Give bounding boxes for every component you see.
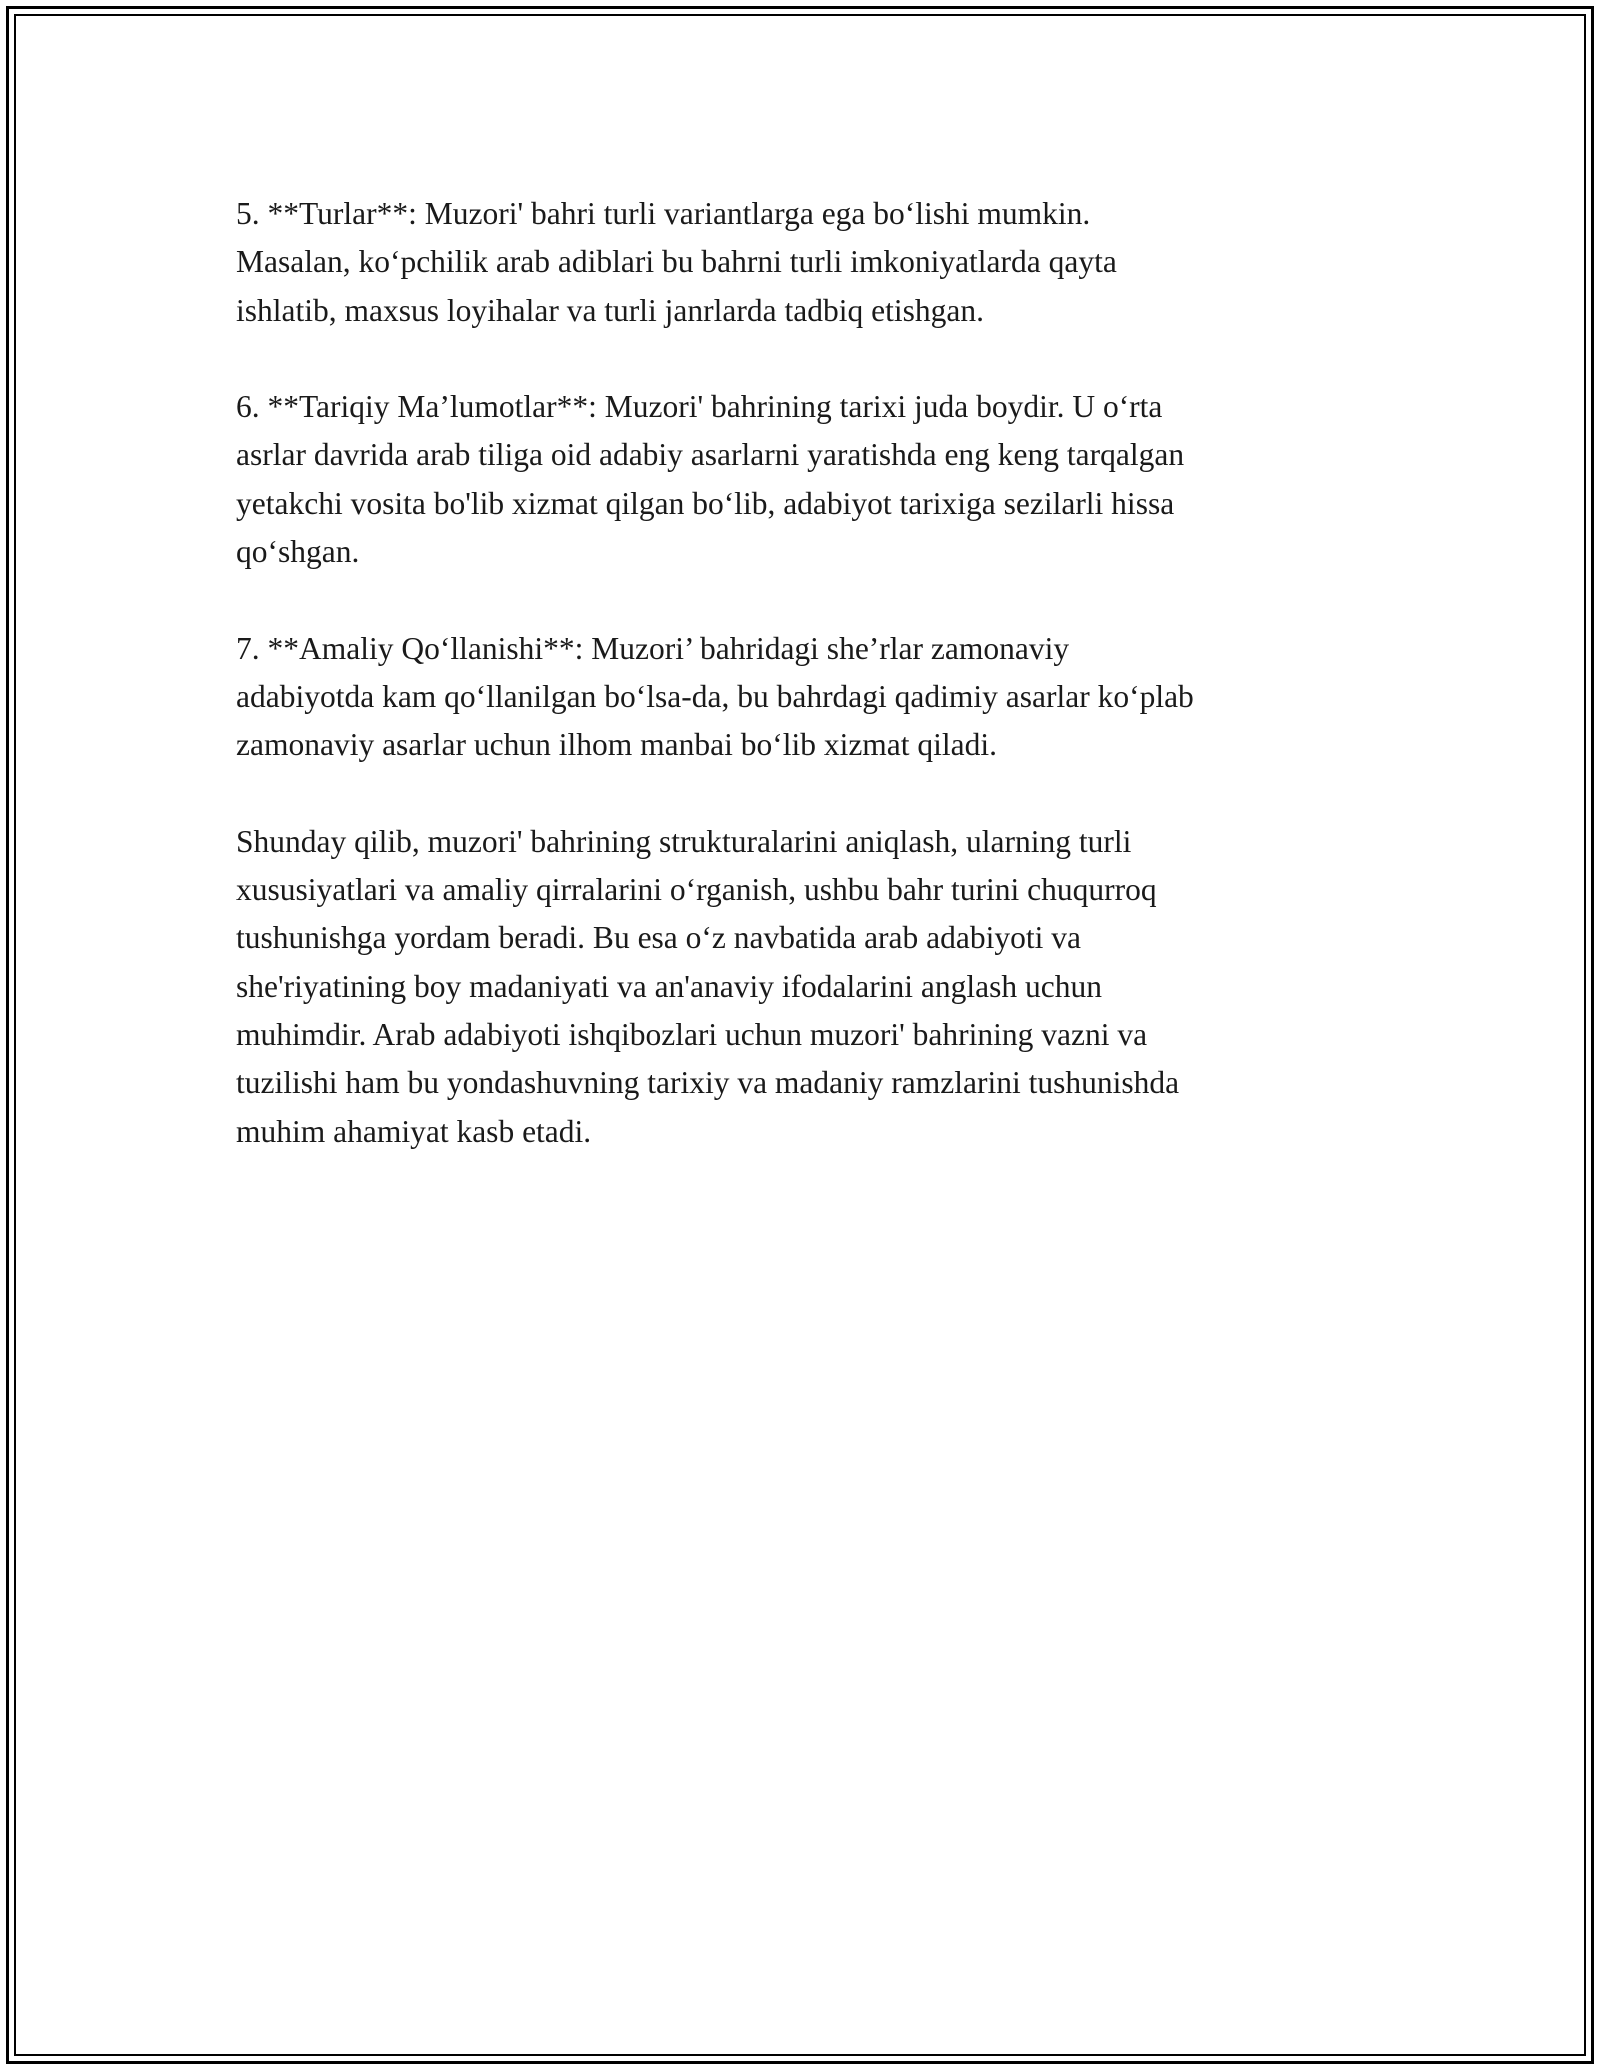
text-line: muhim ahamiyat kasb etadi. xyxy=(236,1113,592,1149)
text-line: 6. **Tariqiy Ma’lumotlar**: Muzori' bahrining tarixi juda boydir. U o‘rta xyxy=(236,389,1163,425)
text-line: yetakchi vosita bo'lib xizmat qilgan bo‘lib, adabiyot tarixiga sezilarli hissa xyxy=(236,485,1175,521)
text-line: xususiyatlari va amaliy qirralarini o‘rganish, ushbu bahr turini chuqurroq xyxy=(236,872,1157,908)
text-line: Shunday qilib, muzori' bahrining strukturalarini aniqlash, ularning turli xyxy=(236,823,1132,859)
text-line: ishlatib, maxsus loyihalar va turli janrlarda tadbiq etishgan. xyxy=(236,292,984,328)
text-line: qo‘shgan. xyxy=(236,534,360,570)
text-line: Masalan, ko‘pchilik arab adiblari bu bahrni turli imkoniyatlarda qayta xyxy=(236,244,1117,280)
text-line: 5. **Turlar**: Muzori' bahri turli variantlarga ega bo‘lishi mumkin. xyxy=(236,196,1091,231)
text-line: tuzilishi ham bu yondashuvning tarixiy va madaniy ramzlarini tushunishda xyxy=(236,1065,1180,1101)
text-line: she'riyatining boy madaniyati va an'anaviy ifodalarini anglash uchun xyxy=(236,968,1102,1004)
paragraph-conclusion xyxy=(236,818,1366,1156)
text-line: asrlar davrida arab tiliga oid adabiy asarlarni yaratishda eng keng tarqalgan xyxy=(236,437,1185,473)
text-line: zamonaviy asarlar uchun ilhom manbai bo‘lib xizmat qiladi. xyxy=(236,727,998,763)
paragraph-amaliy-qollanishi xyxy=(236,625,1366,770)
document-body xyxy=(236,190,1366,1204)
text-line: 7. **Amaliy Qo‘llanishi**: Muzori’ bahridagi she’rlar zamonaviy xyxy=(236,630,1070,666)
text-line: adabiyotda kam qo‘llanilgan bo‘lsa-da, bu bahrdagi qadimiy asarlar ko‘plab xyxy=(236,678,1194,714)
text-line: muhimdir. Arab adabiyoti ishqibozlari uchun muzori' bahrining vazni va xyxy=(236,1017,1148,1053)
paragraph-turlar xyxy=(236,190,1366,335)
paragraph-tariqiy-malumotlar xyxy=(236,383,1366,576)
text-line: tushunishga yordam beradi. Bu esa o‘z navbatida arab adabiyoti va xyxy=(236,920,1081,956)
